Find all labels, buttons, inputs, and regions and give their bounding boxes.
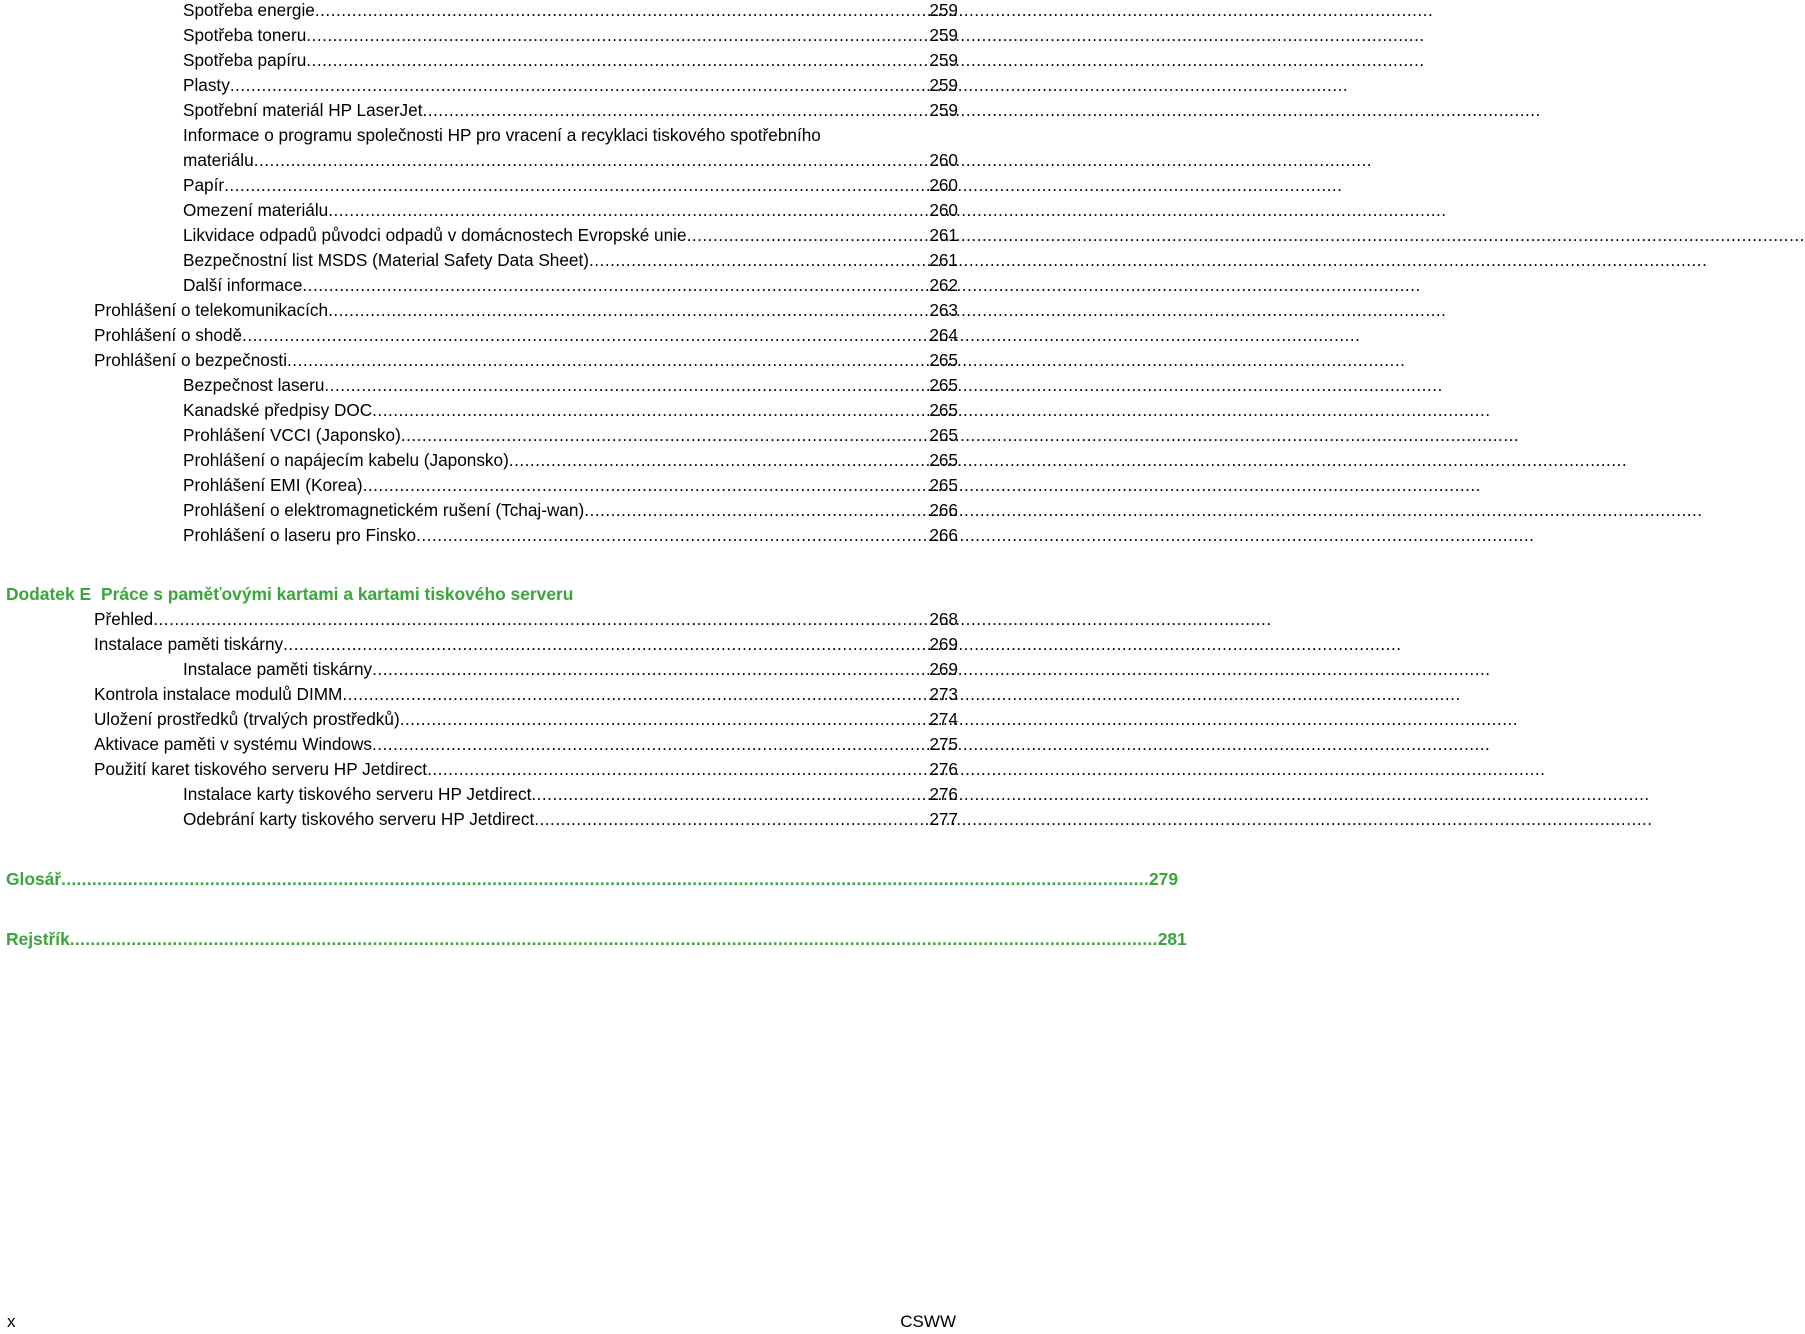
toc-page-number: 259 [929, 25, 958, 45]
toc-page-number: 269 [929, 634, 958, 654]
toc-leader [372, 732, 928, 756]
toc-entry[interactable] [183, 223, 958, 247]
toc-leader [70, 926, 1158, 952]
toc-leader [509, 448, 929, 472]
toc-entry[interactable] [183, 423, 958, 447]
toc-entry[interactable] [183, 657, 958, 681]
toc-page-number: 259 [929, 75, 958, 95]
toc-entry[interactable] [183, 273, 958, 297]
toc-entry[interactable] [183, 48, 958, 72]
toc-entry[interactable] [183, 373, 958, 397]
toc-entry[interactable] [183, 248, 958, 272]
toc-entry-title: materiálu [183, 150, 254, 170]
toc-entry-title: Přehled [94, 609, 154, 629]
toc-leader [287, 348, 928, 372]
toc-entry-title: Spotřební materiál HP LaserJet [183, 100, 423, 120]
toc-entry[interactable] [183, 73, 958, 97]
index-title: Rejstřík [6, 929, 70, 949]
toc-entry-title: Odebrání karty tiskového serveru HP Jetdirect [183, 809, 535, 829]
toc-page-number: 268 [929, 609, 958, 629]
toc-entry[interactable] [94, 682, 958, 706]
toc-leader [324, 373, 928, 397]
toc-entry[interactable] [183, 473, 958, 497]
toc-page-number: 266 [929, 500, 958, 520]
toc-entry-title: Použití karet tiskového serveru HP Jetdirect [94, 759, 428, 779]
toc-entry[interactable] [94, 707, 958, 731]
toc-page-number: 265 [929, 475, 958, 495]
toc-page-number: 265 [929, 350, 958, 370]
toc-leader [342, 682, 928, 706]
toc-entry[interactable] [183, 782, 958, 806]
toc-page-number: 259 [929, 50, 958, 70]
toc-entry-title: Uložení prostředků (trvalých prostředků) [94, 709, 400, 729]
toc-leader [283, 632, 928, 656]
toc-entry-title: Instalace karty tiskového serveru HP Jetdirect [183, 784, 532, 804]
toc-entry[interactable] [183, 498, 958, 522]
toc-page-number: 261 [929, 225, 958, 245]
footer-page-number: x [7, 1312, 16, 1331]
toc-page-number: 260 [929, 150, 958, 170]
glossary-page-number: 279 [1149, 869, 1179, 889]
toc-entry[interactable] [183, 148, 958, 172]
toc-page-number: 259 [929, 0, 958, 20]
toc-entry[interactable] [183, 398, 958, 422]
toc-entry-title: Likvidace odpadů původci odpadů v domácnostech Evropské unie [183, 225, 687, 245]
toc-entry-title: Prohlášení o laseru pro Finsko [183, 525, 417, 545]
toc-leader [372, 657, 928, 681]
glossary-heading[interactable] [6, 866, 1179, 892]
index-heading[interactable] [6, 926, 1187, 952]
toc-leader [416, 523, 928, 547]
toc-leader [224, 173, 928, 197]
toc-entry[interactable] [183, 173, 958, 197]
appendix-label: Dodatek E [6, 584, 92, 604]
toc-page-number: 266 [929, 525, 958, 545]
toc-entry-title: Omezení materiálu [183, 200, 329, 220]
footer-edition: CSWW [900, 1312, 956, 1331]
toc-entry[interactable] [183, 0, 958, 22]
toc-entry-title: Prohlášení EMI (Korea) [183, 475, 363, 495]
toc-leader [427, 757, 928, 781]
toc-page-number: 269 [929, 659, 958, 679]
toc-page-number: 265 [929, 425, 958, 445]
toc-entry-title: Plasty [183, 75, 230, 95]
toc-entry-title: Prohlášení VCCI (Japonsko) [183, 425, 401, 445]
toc-leader [306, 48, 928, 72]
toc-leader [687, 223, 929, 247]
toc-entry-title: Další informace [183, 275, 303, 295]
toc-page-number: 264 [929, 325, 958, 345]
appendix-heading[interactable] [6, 581, 958, 607]
toc-entry-title: Spotřeba toneru [183, 25, 307, 45]
toc-leader [153, 607, 928, 631]
toc-leader [363, 473, 929, 497]
toc-leader [328, 298, 928, 322]
toc-leader [584, 498, 928, 522]
toc-entry-first-line[interactable]: Informace o programu společnosti HP pro vracení a recyklaci tiskového spotřebního [183, 125, 821, 145]
toc-page-number: 262 [929, 275, 958, 295]
toc-leader [401, 423, 929, 447]
toc-entry-title: Kontrola instalace modulů DIMM [94, 684, 343, 704]
toc-leader [302, 273, 928, 297]
toc-leader [589, 248, 928, 272]
toc-entry[interactable] [183, 23, 958, 47]
toc-entry-title: Prohlášení o telekomunikacích [94, 300, 329, 320]
toc-page-number: 261 [929, 250, 958, 270]
toc-entry-title: Prohlášení o shodě [94, 325, 243, 345]
toc-leader [242, 323, 928, 347]
toc-entry-title: Instalace paměti tiskárny [183, 659, 373, 679]
toc-entry[interactable] [94, 632, 958, 656]
toc-entry-title: Bezpečnostní list MSDS (Material Safety Data Sheet) [183, 250, 589, 270]
toc-page-number: 275 [929, 734, 958, 754]
toc-page-number: 273 [929, 684, 958, 704]
toc-entry[interactable] [94, 348, 958, 372]
toc-entry[interactable] [183, 98, 958, 122]
toc-entry[interactable] [183, 198, 958, 222]
toc-leader [315, 0, 928, 22]
toc-entry[interactable] [183, 448, 958, 472]
toc-page-number: 263 [929, 300, 958, 320]
toc-leader [328, 198, 928, 222]
toc-entry[interactable] [94, 298, 958, 322]
toc-page-number: 265 [929, 375, 958, 395]
toc-page-number: 260 [929, 175, 958, 195]
toc-entry[interactable] [183, 807, 958, 831]
toc-leader [254, 148, 929, 172]
toc-leader [61, 866, 1149, 892]
toc-page-number: 274 [929, 709, 958, 729]
index-page-number: 281 [1157, 929, 1187, 949]
toc-entry-title: Spotřeba papíru [183, 50, 307, 70]
toc-entry[interactable] [94, 757, 958, 781]
glossary-title: Glosář [6, 869, 62, 889]
toc-entry-title: Spotřeba energie [183, 0, 315, 20]
toc-entry-title: Bezpečnost laseru [183, 375, 325, 395]
toc-leader [372, 398, 928, 422]
toc-entry-title: Aktivace paměti v systému Windows [94, 734, 372, 754]
toc-page-number: 259 [929, 100, 958, 120]
toc-entry-title: Prohlášení o bezpečnosti [94, 350, 288, 370]
toc-entry-title: Instalace paměti tiskárny [94, 634, 284, 654]
toc-entry[interactable] [94, 607, 958, 631]
toc-page-number: 276 [929, 784, 958, 804]
toc-leader [400, 707, 929, 731]
toc-leader [306, 23, 928, 47]
toc-page-number: 265 [929, 400, 958, 420]
toc-leader [422, 98, 928, 122]
toc-entry-title: Kanadské předpisy DOC [183, 400, 373, 420]
toc-leader [531, 782, 928, 806]
toc-entry[interactable] [183, 523, 958, 547]
appendix-title: Práce s paměťovými kartami a kartami tiskového serveru [101, 584, 574, 604]
toc-leader [534, 807, 928, 831]
toc-entry[interactable] [94, 732, 958, 756]
toc-page-number: 277 [929, 809, 958, 829]
toc-page-number: 276 [929, 759, 958, 779]
toc-entry-title: Prohlášení o napájecím kabelu (Japonsko) [183, 450, 509, 470]
toc-leader [230, 73, 929, 97]
toc-entry[interactable] [94, 323, 958, 347]
toc-page-number: 260 [929, 200, 958, 220]
toc-entry-title: Papír [183, 175, 225, 195]
toc-page-number: 265 [929, 450, 958, 470]
toc-entry-title: Prohlášení o elektromagnetickém rušení (Tchaj-wan) [183, 500, 585, 520]
